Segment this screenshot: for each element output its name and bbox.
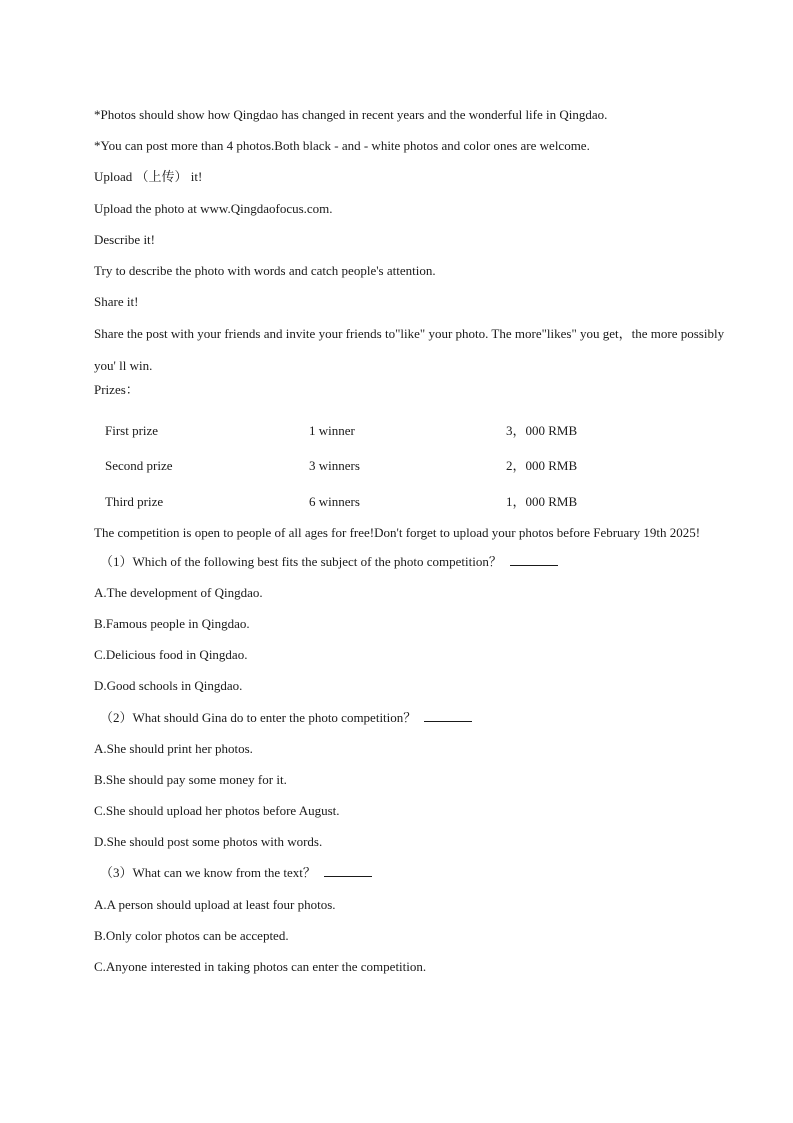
prize-amount: 3，000 RMB (506, 422, 578, 438)
document-page (94, 104, 734, 987)
prizes-heading: Prizes： (94, 381, 139, 397)
prize-row (94, 448, 656, 484)
prize-amount: 2，000 RMB (506, 458, 578, 474)
prize-amount: 1，000 RMB (506, 493, 578, 509)
step-title-describe: Describe it! (94, 231, 156, 247)
option: D.Good schools in Qingdao. (94, 678, 243, 694)
prize-name: Second prize (105, 458, 173, 474)
intro-line-2: *You can post more than 4 photos.Both black - and - white photos and color ones are welcome. (94, 138, 590, 154)
question-stem: （3）What can we know from the text？ (100, 865, 316, 881)
closing-text: The competition is open to people of all ages for free!Don't forget to upload your photos before February 19th 2025! (94, 525, 701, 541)
question-stem: （1）Which of the following best fits the subject of the photo competition？ (100, 553, 502, 569)
option: C.Anyone interested in taking photos can enter the competition. (94, 959, 427, 975)
prize-name: First prize (105, 422, 159, 438)
answer-blank[interactable] (324, 864, 372, 877)
option: A.The development of Qingdao. (94, 584, 263, 600)
option: B.Only color photos can be accepted. (94, 927, 289, 943)
option: C.Delicious food in Qingdao. (94, 647, 248, 663)
option: B.Famous people in Qingdao. (94, 615, 250, 631)
option: B.She should pay some money for it. (94, 771, 287, 787)
step-title-upload: Upload （上传） it! (94, 169, 203, 185)
prizes-table (94, 413, 656, 520)
option: A.She should print her photos. (94, 740, 253, 756)
answer-blank[interactable] (510, 553, 558, 566)
step-text-upload: Upload the photo at www.Qingdaofocus.com. (94, 200, 333, 216)
step-title-share: Share it! (94, 294, 139, 310)
step-text-share: Share the post with your friends and invite your friends to"like" your photo. The more"likes" you get，the more possibly you' ll win. (94, 326, 725, 373)
option: D.She should post some photos with words. (94, 834, 323, 850)
prize-row (94, 484, 656, 520)
prize-winners: 1 winner (309, 422, 355, 438)
step-text-describe: Try to describe the photo with words and catch people's attention. (94, 262, 436, 278)
prize-winners: 3 winners (309, 458, 360, 474)
question-3 (94, 862, 734, 893)
question-2 (94, 707, 734, 738)
option: A.A person should upload at least four photos. (94, 896, 336, 912)
prize-winners: 6 winners (309, 493, 360, 509)
question-stem: （2）What should Gina do to enter the photo competition？ (100, 709, 417, 725)
answer-blank[interactable] (424, 709, 472, 722)
question-1 (94, 551, 734, 582)
option: C.She should upload her photos before August. (94, 803, 340, 819)
intro-line-1: *Photos should show how Qingdao has changed in recent years and the wonderful life in Qingdao. (94, 107, 608, 122)
prize-name: Third prize (105, 493, 164, 509)
prize-row (94, 413, 656, 449)
